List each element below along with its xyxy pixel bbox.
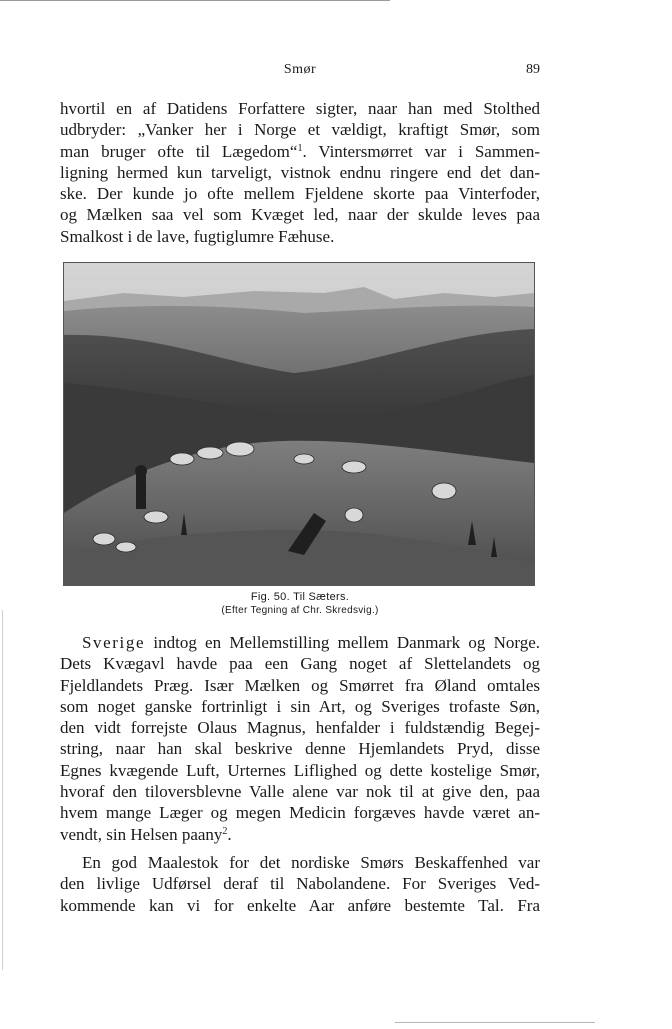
text-line: Fjeldlandets Præg. Især Mælken og Smørret fra Øland omtales: [60, 675, 540, 695]
running-head: [60, 62, 540, 84]
text-line: hvoraf den tiloversblevne Valle alene var nok til at give den, paa: [60, 782, 540, 802]
paragraph-1: [60, 98, 540, 247]
top-edge-rule: [0, 0, 390, 1]
figure-caption: [60, 590, 540, 618]
figure-label: Fig. 50. Til Sæters.: [250, 591, 350, 603]
figure-illustration: [63, 262, 535, 586]
text-span: vendt, sin Helsen paany: [60, 824, 223, 844]
text-line: ligning hermed kun tarveligt, vistnok endnu ringere end det dan-: [60, 162, 540, 182]
text-line: hvortil en af Datidens Forfattere sigter, naar han med Stolthed: [60, 99, 540, 118]
text-span: indtog en Mellemstilling mellem Danmark og Norge.: [153, 633, 540, 652]
text-line: ske. Der kunde jo ofte mellem Fjeldene skorte paa Vinterfoder,: [60, 184, 540, 204]
text-line: string, naar han skal beskrive denne Hjemlandets Pryd, disse: [60, 739, 540, 759]
bottom-edge-rule: [395, 1022, 595, 1023]
figure-credit: (Efter Tegning af Chr. Skredsvig.): [221, 605, 379, 616]
text-span: Vintersmørret var i Sammen-: [318, 141, 540, 161]
footnote-ref: 1: [297, 142, 303, 154]
text-line: udbryder: „Vanker her i Norge et vældigt, kraftigt Smør, som: [60, 120, 540, 140]
page-number: 89: [526, 62, 540, 77]
landscape-drawing: [64, 263, 534, 585]
text-line: den vidt forrejste Olaus Magnus, henfalder i fuldstændig Begej-: [60, 718, 540, 738]
text-line: vendt, sin Helsen paany$^2$.: [60, 824, 232, 844]
paragraph-2: [60, 632, 540, 845]
text-line: som noget ganske fortrinligt i sin Art, og Sveriges trofaste Søn,: [60, 696, 540, 716]
text-span: man bruger ofte til Lægedom“: [60, 141, 298, 161]
lead-word: Sverige: [82, 633, 146, 652]
text-line: Smalkost i de lave, fugtiglumre Fæhuse.: [60, 226, 335, 246]
left-edge-rule: [2, 610, 3, 970]
footnote-ref: 2: [222, 825, 228, 837]
text-line: Dets Kvægavl havde paa een Gang noget af Slettelandets og: [60, 654, 540, 674]
text-line: [60, 632, 540, 653]
text-line: hvem mange Læger og megen Medicin forgæves havde været an-: [60, 803, 540, 823]
text-line: En god Maalestok for det nordiske Smørs Beskaffenhed var: [82, 853, 540, 872]
text-line: man bruger ofte til Lægedom“$^1$. Vintersmørret var i Sammen-: [60, 141, 540, 161]
text-line: kommende kan vi for enkelte Aar anføre bestemte Tal. Fra: [60, 895, 540, 915]
text-line: Egnes kvægende Luft, Urternes Liflighed og dette kostelige Smør,: [60, 760, 540, 780]
running-title: Smør: [283, 62, 317, 77]
text-line: og Mælken saa vel som Kvæget led, naar der skulde leves paa: [60, 205, 540, 225]
text-line: den livlige Udførsel deraf til Nabolandene. For Sveriges Ved-: [60, 874, 540, 894]
paragraph-3: [60, 852, 540, 916]
